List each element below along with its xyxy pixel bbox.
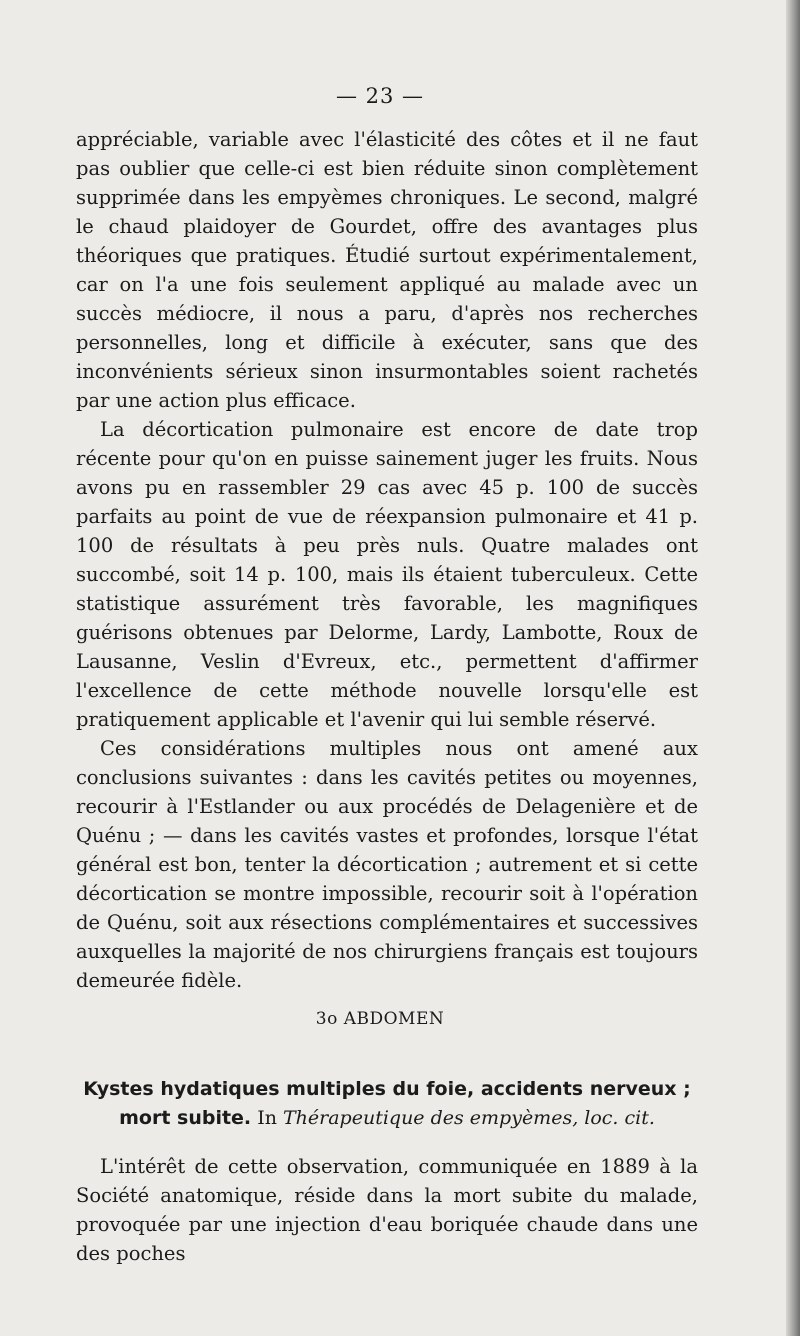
observation-title-citation: Thérapeutique des empyèmes, loc. cit. (282, 1107, 655, 1129)
page-edge-shadow (786, 0, 800, 1336)
observation-title-in: In (251, 1107, 283, 1129)
paragraph-observation: L'intérêt de cette observation, communiquée en 1889 à la Société anatomique, réside dans la mort subite du malade, provoquée par une injection d'eau boriquée chaude dans une des poches (76, 1155, 698, 1265)
observation-title-line2: mort subite. (119, 1107, 252, 1129)
page-number: — 23 — (335, 84, 425, 108)
observation-title (76, 1075, 698, 1133)
paragraph-conclusions: Ces considérations multiples nous ont amené aux conclusions suivantes : dans les cavités petites ou moyennes, recourir à l'Estlander ou aux procédés de Delagenière et de Quénu ; — dans les cavités vastes et profondes, lorsque l'état général est bon, tenter la décortication ; autrement et si cette décortication se montre impossible, recourir soit à l'opération de Quénu, soit aux résections complémentaires et successives auxquelles la majorité de nos chirurgiens français est toujours demeurée fidèle. (76, 737, 698, 992)
paragraph-continuation: appréciable, variable avec l'élasticité des côtes et il ne faut pas oublier que celle-ci est bien réduite sinon complètement supprimée dans les empyèmes chroniques. Le second, malgré le chaud plaidoyer de Gourdet, offre des avantages plus théoriques que pratiques. Étudié surtout expérimentalement, car on l'a une fois seulement appliqué au malade avec un succès médiocre, il nous a paru, d'après nos recherches personnelles, long et difficile à exécuter, sans que des inconvénients sérieux sinon insurmontables soient rachetés par une action plus efficace. (76, 128, 698, 412)
body-text-top (76, 125, 698, 995)
observation-title-line1: Kystes hydatiques multiples du foie, accidents nerveux ; (83, 1078, 691, 1100)
section-heading: 3o ABDOMEN (315, 1009, 445, 1029)
paragraph-decortication: La décortication pulmonaire est encore de date trop récente pour qu'on en puisse sainement juger les fruits. Nous avons pu en rassembler 29 cas avec 45 p. 100 de succès parfaits au point de vue de réexpansion pulmonaire et 41 p. 100 de résultats à peu près nuls. Quatre malades ont succombé, soit 14 p. 100, mais ils étaient tuberculeux. Cette statistique assurément très favorable, les magnifiques guérisons obtenues par Delorme, Lardy, Lambotte, Roux de Lausanne, Veslin d'Evreux, etc., permettent d'affirmer l'excellence de cette méthode nouvelle lorsqu'elle est pratiquement applicable et l'avenir qui lui semble réservé. (76, 418, 698, 731)
body-text-bottom (76, 1152, 698, 1268)
